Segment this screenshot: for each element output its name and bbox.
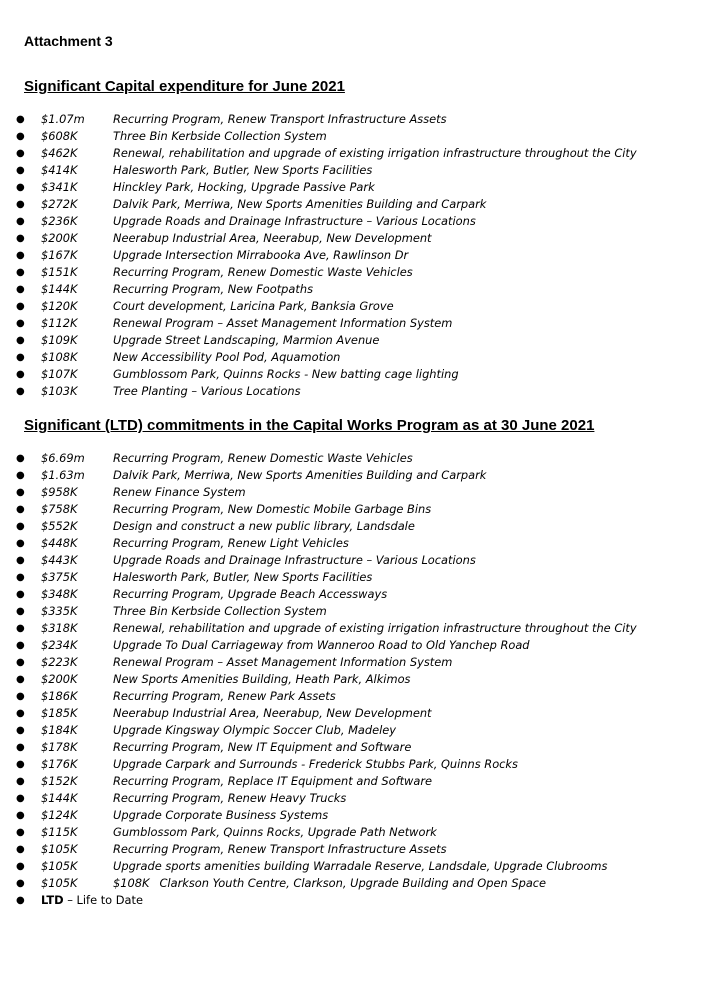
item-description-wrap	[113, 637, 530, 654]
item-description-wrap	[113, 264, 413, 281]
item-amount: $6.69m	[41, 451, 85, 465]
item-amount: $144K	[41, 791, 78, 805]
item-description-wrap	[113, 383, 301, 400]
item-description: Upgrade Carpark and Surrounds - Frederick Stubbs Park, Quinns Rocks	[113, 757, 518, 771]
section1-list-item	[0, 128, 706, 145]
item-description-wrap	[113, 688, 336, 705]
bullet-icon: ●	[16, 386, 25, 397]
item-description-wrap	[113, 349, 340, 366]
item-description-wrap	[113, 586, 387, 603]
section1-list-item	[0, 281, 706, 298]
item-amount: $1.63m	[41, 468, 85, 482]
section2-list-item	[0, 484, 706, 501]
section2-list-item	[0, 671, 706, 688]
item-description: Upgrade Intersection Mirrabooka Ave, Rawlinson Dr	[113, 248, 409, 262]
section2-list-item	[0, 586, 706, 603]
section2-list-item	[0, 739, 706, 756]
item-description: Upgrade Roads and Drainage Infrastructure – Various Locations	[113, 214, 476, 228]
section2-list-item	[0, 756, 706, 773]
item-description-wrap	[113, 484, 246, 501]
section1-list-item	[0, 196, 706, 213]
item-description: Three Bin Kerbside Collection System	[113, 604, 327, 618]
item-description: Recurring Program, Renew Transport Infrastructure Assets	[113, 112, 447, 126]
item-description: Recurring Program, Renew Light Vehicles	[113, 536, 349, 550]
item-description: Renew Finance System	[113, 485, 246, 499]
section2-list-item	[0, 535, 706, 552]
bullet-icon: ●	[16, 318, 25, 329]
bullet-icon: ●	[16, 861, 25, 872]
item-amount: $103K	[41, 384, 78, 398]
item-amount: $105K	[41, 842, 78, 856]
footnote-item	[0, 892, 706, 909]
item-amount: $462K	[41, 146, 78, 160]
section2-list-item	[0, 875, 706, 892]
bullet-icon: ●	[16, 572, 25, 583]
footnote-label: LTD	[41, 893, 64, 907]
item-description: Three Bin Kerbside Collection System	[113, 129, 327, 143]
item-amount: $414K	[41, 163, 78, 177]
item-description: Dalvik Park, Merriwa, New Sports Amenities Building and Carpark	[113, 468, 487, 482]
item-description: Recurring Program, Renew Domestic Waste Vehicles	[113, 265, 413, 279]
item-description: Upgrade To Dual Carriageway from Wanneroo Road to Old Yanchep Road	[113, 638, 530, 652]
section2-list-item	[0, 552, 706, 569]
bullet-icon: ●	[16, 589, 25, 600]
section2-list-item	[0, 603, 706, 620]
section1-list-item	[0, 366, 706, 383]
item-amount: $223K	[41, 655, 78, 669]
item-description: Clarkson Youth Centre, Clarkson, Upgrade Building and Open Space	[159, 876, 547, 890]
item-description-wrap	[113, 281, 313, 298]
item-description: Tree Planting – Various Locations	[113, 384, 301, 398]
item-description-wrap	[113, 247, 408, 264]
item-description-wrap	[113, 518, 415, 535]
bullet-icon: ●	[16, 606, 25, 617]
bullet-icon: ●	[16, 810, 25, 821]
item-amount: $375K	[41, 570, 78, 584]
item-description-wrap	[113, 824, 437, 841]
item-description: Court development, Laricina Park, Banksia Grove	[113, 299, 394, 313]
item-description: Recurring Program, Upgrade Beach Accessways	[113, 587, 388, 601]
bullet-icon: ●	[16, 284, 25, 295]
bullet-icon: ●	[16, 250, 25, 261]
item-description: Renewal, rehabilitation and upgrade of existing irrigation infrastructure throughout the City	[113, 146, 637, 160]
bullet-icon: ●	[16, 352, 25, 363]
bullet-icon: ●	[16, 827, 25, 838]
item-amount: $348K	[41, 587, 78, 601]
item-amount: $234K	[41, 638, 78, 652]
item-description-wrap	[113, 366, 459, 383]
item-description: Halesworth Park, Butler, New Sports Facilities	[113, 163, 373, 177]
section2-list-item	[0, 688, 706, 705]
section2-list-item	[0, 450, 706, 467]
bullet-icon: ●	[16, 657, 25, 668]
item-description-wrap	[113, 569, 372, 586]
item-description: Gumblossom Park, Quinns Rocks, Upgrade Path Network	[113, 825, 437, 839]
item-amount: $758K	[41, 502, 78, 516]
bullet-icon: ●	[16, 504, 25, 515]
bullet-icon: ●	[16, 114, 25, 125]
bullet-icon: ●	[16, 623, 25, 634]
section2-list-item	[0, 841, 706, 858]
bullet-icon: ●	[16, 131, 25, 142]
item-amount: $236K	[41, 214, 78, 228]
item-description-wrap	[113, 671, 410, 688]
item-description-wrap	[113, 620, 637, 637]
bullet-icon: ●	[16, 725, 25, 736]
section2-list-item	[0, 790, 706, 807]
bullet-icon: ●	[16, 301, 25, 312]
item-amount: $115K	[41, 825, 78, 839]
item-description-wrap	[113, 450, 413, 467]
section2-list-item	[0, 705, 706, 722]
section1-list-item	[0, 230, 706, 247]
item-description: Recurring Program, New Domestic Mobile Garbage Bins	[113, 502, 432, 516]
item-description-wrap	[113, 315, 452, 332]
section2-list-item	[0, 807, 706, 824]
item-amount: $105K	[41, 859, 78, 873]
bullet-icon: ●	[16, 793, 25, 804]
item-amount: $448K	[41, 536, 78, 550]
item-description: Upgrade Kingsway Olympic Soccer Club, Madeley	[113, 723, 397, 737]
item-amount: $552K	[41, 519, 78, 533]
bullet-icon: ●	[16, 708, 25, 719]
item-description-wrap	[113, 603, 327, 620]
section1-list-item	[0, 145, 706, 162]
item-description-wrap	[113, 213, 476, 230]
item-amount: $443K	[41, 553, 78, 567]
item-description-wrap	[113, 858, 607, 875]
item-description-wrap	[113, 552, 476, 569]
item-amount: $272K	[41, 197, 78, 211]
item-description-wrap	[113, 501, 431, 518]
item-description-wrap	[113, 841, 447, 858]
section2-list-item	[0, 518, 706, 535]
item-description-wrap	[113, 756, 518, 773]
item-description-wrap	[113, 179, 375, 196]
section2-list-item	[0, 858, 706, 875]
bullet-icon: ●	[16, 878, 25, 889]
item-description: Upgrade Corporate Business Systems	[113, 808, 329, 822]
item-extra-amount: $108K	[113, 876, 150, 890]
section2-list-item	[0, 569, 706, 586]
item-description-wrap	[113, 332, 379, 349]
bullet-icon: ●	[16, 453, 25, 464]
section2-list	[0, 450, 706, 909]
bullet-icon: ●	[16, 369, 25, 380]
section2-list-item	[0, 467, 706, 484]
footnote-text: – Life to Date	[63, 893, 143, 907]
item-description: Recurring Program, Renew Park Assets	[113, 689, 336, 703]
attachment-title: Attachment 3	[24, 33, 113, 49]
item-description-wrap	[113, 654, 452, 671]
bullet-icon: ●	[16, 487, 25, 498]
bullet-icon: ●	[16, 674, 25, 685]
bullet-icon: ●	[16, 199, 25, 210]
bullet-icon: ●	[16, 335, 25, 346]
item-amount: $107K	[41, 367, 78, 381]
item-amount: $608K	[41, 129, 78, 143]
item-description: Recurring Program, New Footpaths	[113, 282, 314, 296]
item-description-wrap	[113, 705, 432, 722]
item-amount: $112K	[41, 316, 78, 330]
item-amount: $167K	[41, 248, 78, 262]
item-amount: $335K	[41, 604, 78, 618]
item-description: Recurring Program, Renew Transport Infrastructure Assets	[113, 842, 447, 856]
item-description: Halesworth Park, Butler, New Sports Facilities	[113, 570, 373, 584]
section1-list-item	[0, 332, 706, 349]
item-description: Neerabup Industrial Area, Neerabup, New Development	[113, 231, 432, 245]
item-description-wrap	[113, 807, 328, 824]
section2-heading: Significant (LTD) commitments in the Capital Works Program as at 30 June 2021	[24, 417, 595, 434]
item-amount: $318K	[41, 621, 78, 635]
bullet-icon: ●	[16, 233, 25, 244]
section1-list-item	[0, 383, 706, 400]
bullet-icon: ●	[16, 470, 25, 481]
section2-list-item	[0, 654, 706, 671]
item-description: Upgrade Roads and Drainage Infrastructure – Various Locations	[113, 553, 476, 567]
item-description-wrap	[113, 790, 346, 807]
item-description-wrap	[113, 196, 486, 213]
item-description: Renewal Program – Asset Management Information System	[113, 655, 453, 669]
item-amount: $109K	[41, 333, 78, 347]
item-amount: $151K	[41, 265, 78, 279]
item-description-wrap	[113, 875, 546, 892]
item-amount: $108K	[41, 350, 78, 364]
item-description: Gumblossom Park, Quinns Rocks - New batting cage lighting	[113, 367, 459, 381]
section1-list-item	[0, 264, 706, 281]
item-description-wrap	[113, 230, 432, 247]
item-amount: $178K	[41, 740, 78, 754]
item-description: Recurring Program, Renew Domestic Waste Vehicles	[113, 451, 413, 465]
item-description-wrap	[113, 111, 447, 128]
item-description-wrap	[113, 739, 411, 756]
section2-list-item	[0, 637, 706, 654]
item-description-wrap	[113, 467, 486, 484]
item-amount: $341K	[41, 180, 78, 194]
section1-list-item	[0, 315, 706, 332]
section1-list	[0, 111, 706, 400]
item-description: Recurring Program, New IT Equipment and Software	[113, 740, 412, 754]
item-description: Renewal, rehabilitation and upgrade of existing irrigation infrastructure throughout the City	[113, 621, 637, 635]
item-description-wrap	[113, 128, 327, 145]
section1-list-item	[0, 213, 706, 230]
bullet-icon: ●	[16, 742, 25, 753]
bullet-icon: ●	[16, 538, 25, 549]
item-description: Renewal Program – Asset Management Information System	[113, 316, 453, 330]
item-amount: $185K	[41, 706, 78, 720]
section1-heading: Significant Capital expenditure for June 2021	[24, 78, 345, 95]
section2-list-item	[0, 620, 706, 637]
item-description: Neerabup Industrial Area, Neerabup, New Development	[113, 706, 432, 720]
section2-list-item	[0, 773, 706, 790]
section1-list-item	[0, 162, 706, 179]
item-amount: $144K	[41, 282, 78, 296]
item-description: Upgrade sports amenities building Warradale Reserve, Landsdale, Upgrade Clubrooms	[113, 859, 608, 873]
bullet-icon: ●	[16, 148, 25, 159]
bullet-icon: ●	[16, 521, 25, 532]
item-description: New Accessibility Pool Pod, Aquamotion	[113, 350, 341, 364]
item-description-wrap	[113, 773, 432, 790]
item-amount: $200K	[41, 672, 78, 686]
section1-list-item	[0, 298, 706, 315]
section2-list-item	[0, 501, 706, 518]
bullet-icon: ●	[16, 691, 25, 702]
item-amount: $152K	[41, 774, 78, 788]
bullet-icon: ●	[16, 555, 25, 566]
item-amount: $186K	[41, 689, 78, 703]
item-description: Design and construct a new public library, Landsdale	[113, 519, 415, 533]
item-description-wrap	[113, 722, 396, 739]
item-description: Hinckley Park, Hocking, Upgrade Passive Park	[113, 180, 375, 194]
item-description-wrap	[113, 162, 372, 179]
item-description: Recurring Program, Replace IT Equipment and Software	[113, 774, 433, 788]
footnote-wrap	[41, 892, 143, 909]
bullet-icon: ●	[16, 895, 25, 906]
item-description: Dalvik Park, Merriwa, New Sports Amenities Building and Carpark	[113, 197, 487, 211]
bullet-icon: ●	[16, 759, 25, 770]
section1-list-item	[0, 247, 706, 264]
section2-list-item	[0, 824, 706, 841]
bullet-icon: ●	[16, 267, 25, 278]
item-amount: $176K	[41, 757, 78, 771]
bullet-icon: ●	[16, 165, 25, 176]
section1-list-item	[0, 179, 706, 196]
item-amount: $184K	[41, 723, 78, 737]
item-description: Recurring Program, Renew Heavy Trucks	[113, 791, 347, 805]
item-description-wrap	[113, 298, 394, 315]
section1-list-item	[0, 349, 706, 366]
item-description: New Sports Amenities Building, Heath Park, Alkimos	[113, 672, 411, 686]
item-amount: $124K	[41, 808, 78, 822]
item-amount: $120K	[41, 299, 78, 313]
section2-list-item	[0, 722, 706, 739]
bullet-icon: ●	[16, 640, 25, 651]
section1-list-item	[0, 111, 706, 128]
item-amount: $958K	[41, 485, 78, 499]
bullet-icon: ●	[16, 182, 25, 193]
item-amount: $1.07m	[41, 112, 85, 126]
item-description-wrap	[113, 145, 637, 162]
bullet-icon: ●	[16, 844, 25, 855]
item-description: Upgrade Street Landscaping, Marmion Avenue	[113, 333, 380, 347]
item-amount: $200K	[41, 231, 78, 245]
bullet-icon: ●	[16, 216, 25, 227]
item-amount: $105K	[41, 876, 78, 890]
bullet-icon: ●	[16, 776, 25, 787]
item-description-wrap	[113, 535, 349, 552]
